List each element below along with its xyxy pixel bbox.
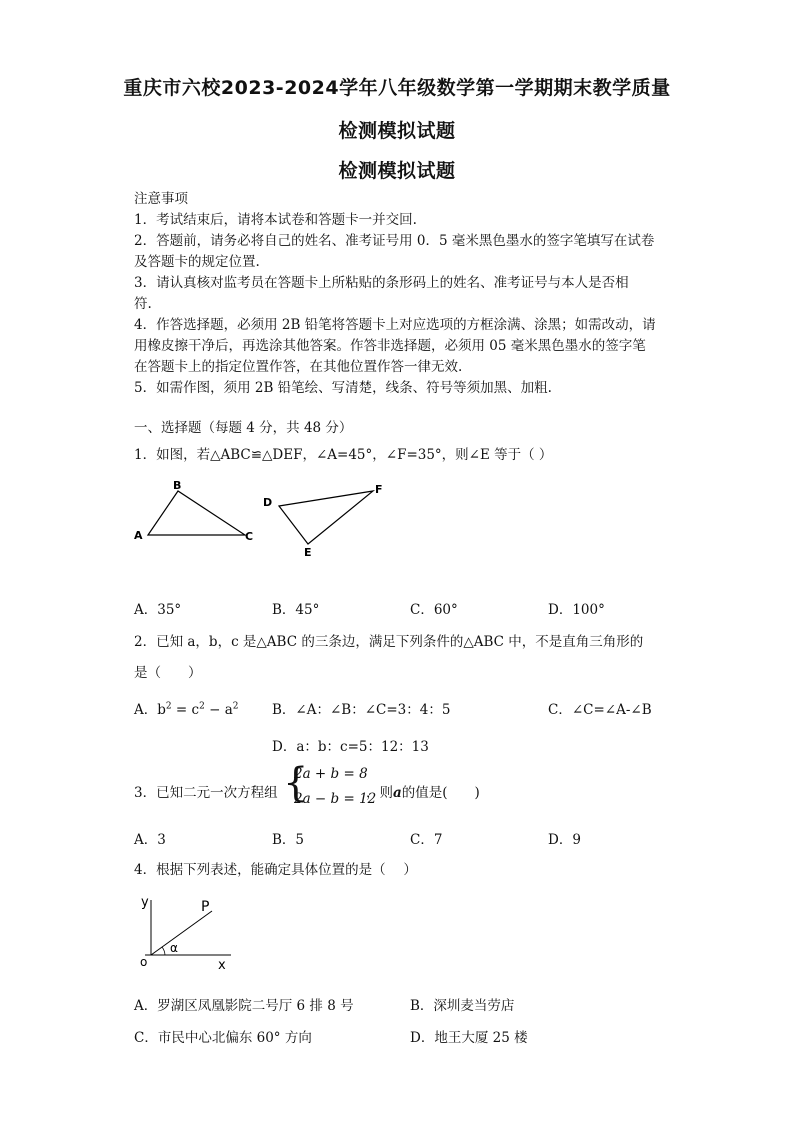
q3-option-c: C．7 [410,832,443,848]
notice-item: 及答题卡的规定位置. [134,254,260,270]
notice-item: 在答题卡上的指定位置作答，在其他位置作答一律无效. [134,359,463,375]
q2-option-d: D．a：b：c=5：12：13 [272,739,429,755]
label-d: D [263,496,273,509]
q3-option-d: D．9 [548,832,581,848]
triangle-abc [148,491,245,535]
notice-item: 1．考试结束后，请将本试卷和答题卡一并交回. [134,212,417,228]
label-c: C [245,530,254,543]
notice-heading: 注意事项 [134,191,188,207]
label-alpha: α [170,941,178,955]
page-subtitle: 检测模拟试题 [338,120,456,142]
question-2-text-cont: 是（ ） [134,665,202,681]
q2-option-a: A．$b^2 = c^2 - a^2$ [134,701,239,718]
q4-option-a: A．罗湖区凤凰影院二号厅 6 排 8 号 [134,998,354,1014]
question-3-prefix: 3．已知二元一次方程组 [134,785,278,801]
q1-option-d: D．100° [548,602,605,618]
label-p: P [201,899,210,915]
q1-option-a: A．35° [134,602,182,618]
triangle-def [279,491,373,544]
q3-option-b: B．5 [272,832,305,848]
ray-op [151,911,212,955]
q4-option-d: D．地王大厦 25 楼 [410,1030,528,1046]
q2-option-c: C．∠C=∠A-∠B [548,702,652,718]
label-e: E [304,546,312,559]
q3-option-a: A．3 [134,832,166,848]
page-title: 重庆市六校2023-2024学年八年级数学第一学期期末教学质量 [123,77,671,99]
notice-item: 5．如需作图，须用 2B 铅笔绘、写清楚，线条、符号等须加黑、加粗. [134,380,552,396]
q4-option-c: C．市民中心北偏东 60° 方向 [134,1030,312,1046]
label-f: F [375,483,383,496]
equation-1: 2a + b = 8 [294,766,368,782]
page-subtitle-repeat: 检测模拟试题 [338,160,456,182]
notice-item: 3．请认真核对监考员在答题卡上所粘贴的条形码上的姓名、准考证号与本人是否相 [134,275,629,291]
triangles-figure [125,476,395,562]
question-2-text: 2．已知 a，b，c 是△ABC 的三条边，满足下列条件的△ABC 中，不是直角三角形的 [134,634,644,650]
q1-option-b: B．45° [272,602,320,618]
label-b: B [173,479,182,492]
notice-item: 2．答题前，请务必将自己的姓名、准考证号用 0．5 毫米黑色墨水的签字笔填写在试卷 [134,233,655,249]
angle-arc [162,947,165,955]
question-4-text: 4．根据下列表述，能确定具体位置的是（ ） [134,862,417,878]
question-1-text: 1．如图，若△ABC≌△DEF，∠A=45°，∠F=35°，则∠E 等于（ ） [134,447,553,463]
q1-option-c: C．60° [410,602,458,618]
question-3-suffix: ，则a的值是( ) [366,785,480,801]
equation-brace: { [283,760,309,806]
notice-item: 用橡皮擦干净后，再选涂其他答案。作答非选择题，必须用 05 毫米黑色墨水的签字笔 [134,338,646,354]
q4-option-b: B．深圳麦当劳店 [410,998,515,1014]
notice-item: 4．作答选择题，必须用 2B 铅笔将答题卡上对应选项的方框涂满、涂黑；如需改动，请 [134,317,656,333]
notice-item: 符. [134,296,152,312]
q2-option-b: B．∠A：∠B：∠C=3：4：5 [272,702,451,718]
label-x: x [218,958,226,973]
label-a: A [134,529,143,542]
coordinate-figure [130,888,240,978]
equation-2: 2a − b = 12 [294,791,377,807]
label-o: o [140,955,148,969]
section-heading: 一、选择题（每题 4 分，共 48 分） [134,420,353,436]
label-y: y [141,895,149,910]
